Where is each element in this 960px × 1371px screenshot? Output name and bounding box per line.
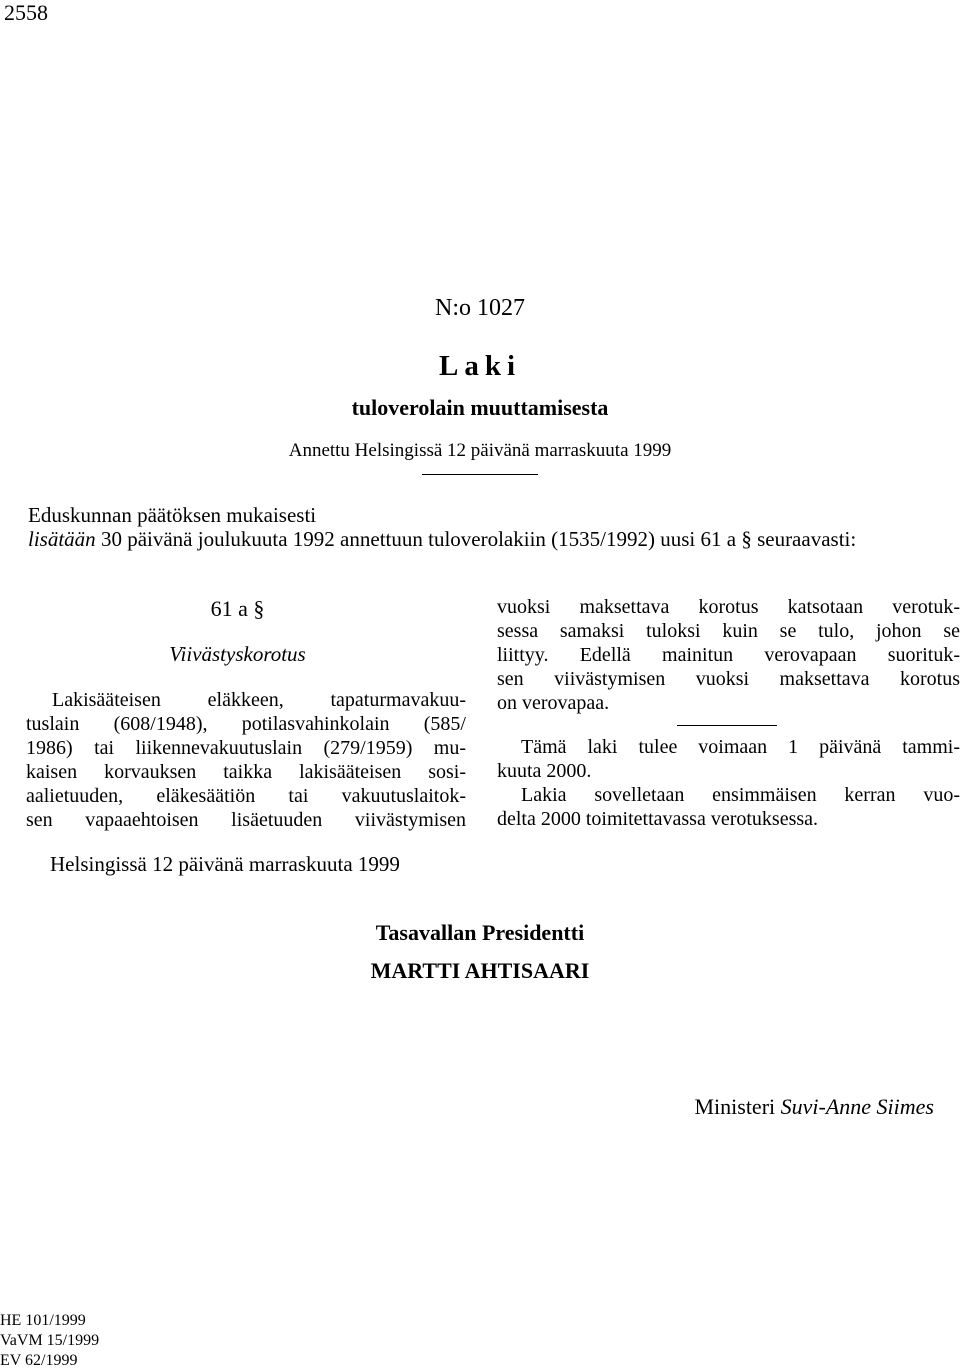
minister-name: Suvi-Anne Siimes (780, 1094, 934, 1119)
president-title: Tasavallan Presidentti (375, 920, 585, 945)
section-body-line: kaisen korvauksen taikka lakisääteisen sosi- (26, 761, 466, 783)
section-body-left-column (26, 688, 466, 832)
act-title: tuloverolain muuttamisesta (351, 395, 609, 420)
section-body-line: sen viivästymisen vuoksi maksettava korotus (497, 668, 960, 690)
minister-title: Ministeri (694, 1094, 776, 1119)
section-body-line: Lakisääteisen eläkkeen, tapaturmavakuu- (52, 689, 466, 711)
enacted-date: Annettu Helsingissä 12 päivänä marraskuuta 1999 (288, 440, 672, 461)
section-body-line: aalietuuden, eläkesäätiön tai vakuutuslaitok- (26, 785, 466, 807)
entry-into-force-line: Tämä laki tulee voimaan 1 päivänä tammi- (521, 736, 960, 758)
entry-into-force-line: kuuta 2000. (497, 760, 592, 782)
entry-into-force (497, 735, 960, 783)
act-number: N:o 1027 (435, 295, 525, 321)
section-body-line: on verovapaa. (497, 692, 610, 714)
section-body-line: sen vapaaehtoisen lisäetuuden viivästymisen (26, 809, 466, 831)
preamble-intro: Eduskunnan päätöksen mukaisesti (28, 503, 317, 527)
section-body-line: 1986) tai liikennevakuutuslain (279/1959) mu- (26, 737, 466, 759)
signing-place-date: Helsingissä 12 päivänä marraskuuta 1999 (50, 852, 400, 876)
section-body-line: sessa samaksi tuloksi kuin se tulo, johon se (497, 620, 960, 642)
president-name: MARTTI AHTISAARI (370, 958, 590, 983)
amendment-text: 30 päivänä joulukuuta 1992 annettuun tuloverolakiin (1535/1992) uusi 61 a § seuraavasti: (95, 527, 857, 551)
amendment-verb: lisätään (28, 527, 96, 551)
minister-signature (694, 1094, 934, 1120)
section-body-line: liittyy. Edellä mainitun verovapaan suorituk- (497, 644, 960, 666)
section-heading: Viivästyskorotus (169, 642, 306, 666)
title-divider (422, 474, 538, 475)
section-body-line: tuslain (608/1948), potilasvahinkolain (585/ (26, 713, 466, 735)
reference-item: EV 62/1999 (0, 1352, 78, 1369)
section-body-line: vuoksi maksettava korotus katsotaan verotuk- (497, 596, 960, 618)
reference-item: HE 101/1999 (0, 1312, 86, 1329)
reference-item: VaVM 15/1999 (0, 1332, 100, 1349)
section-divider (677, 725, 777, 726)
page-number: 2558 (4, 0, 48, 25)
application-line: delta 2000 toimitettavassa verotuksessa. (497, 808, 819, 830)
section-number: 61 a § (210, 596, 265, 621)
section-body-right-column (497, 595, 960, 715)
amendment-clause (28, 527, 948, 551)
act-type: Laki (438, 350, 522, 382)
application-line: Lakia sovelletaan ensimmäisen kerran vuo- (521, 784, 960, 806)
legislative-references (0, 1311, 99, 1371)
application-clause (497, 783, 960, 831)
